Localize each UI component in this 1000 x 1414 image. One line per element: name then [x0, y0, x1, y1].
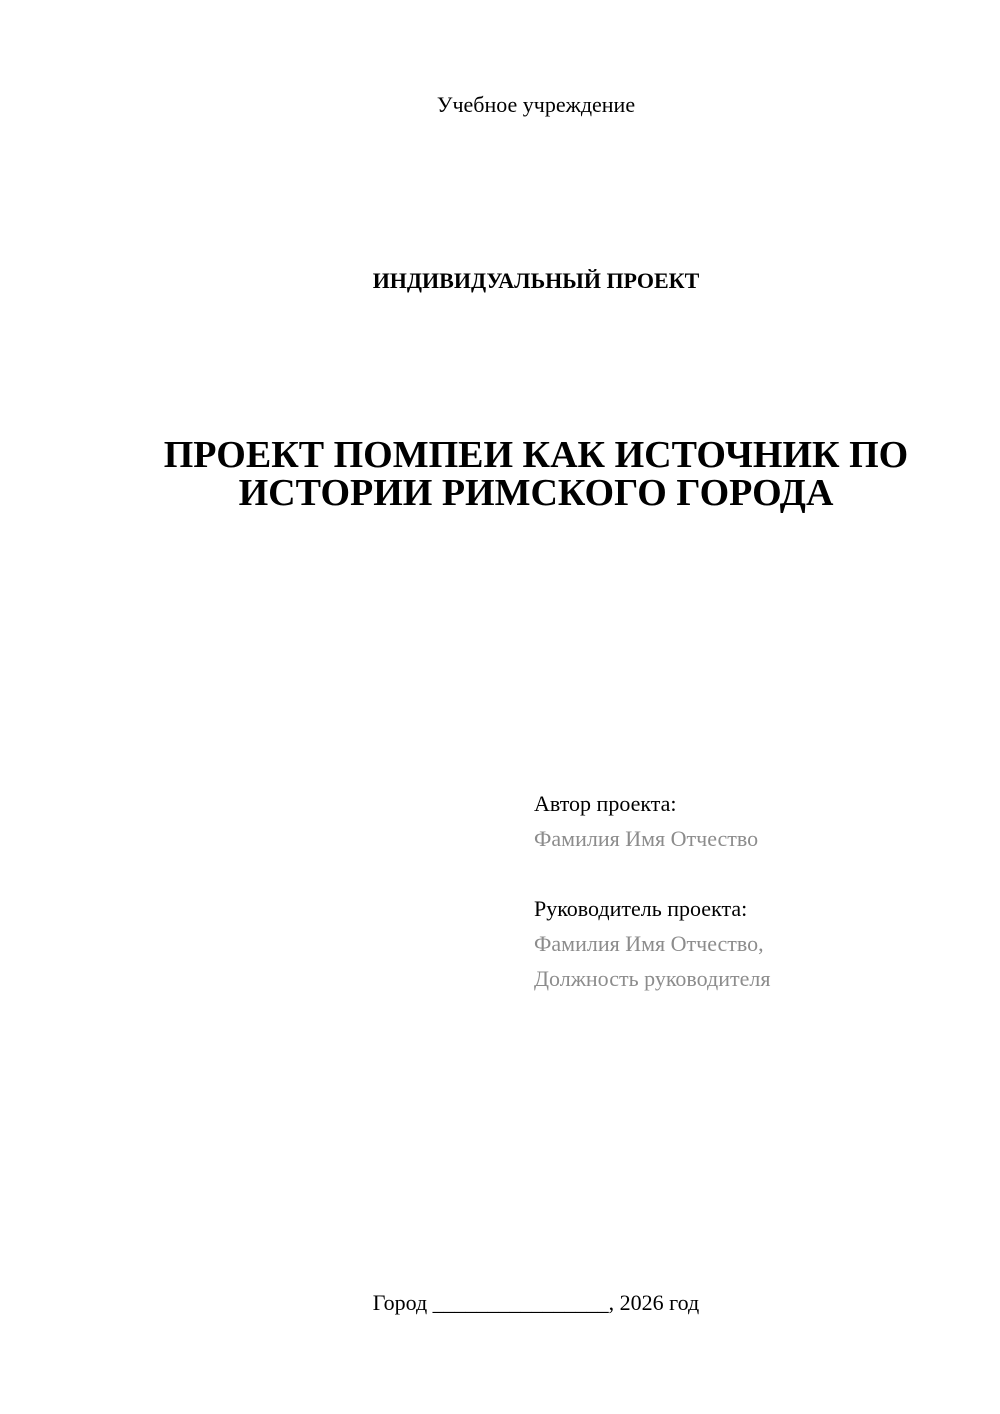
- project-title-line-1: ПРОЕКТ ПОМПЕИ КАК ИСТОЧНИК ПО: [163, 434, 909, 476]
- author-block: [534, 786, 974, 856]
- supervisor-position: Должность руководителя: [534, 966, 771, 991]
- project-title-line-2: ИСТОРИИ РИМСКОГО ГОРОДА: [238, 472, 834, 514]
- supervisor-label: Руководитель проекта:: [534, 896, 748, 921]
- supervisor-name: Фамилия Имя Отчество,: [534, 931, 764, 956]
- project-title: [0, 436, 1000, 512]
- project-type: ИНДИВИДУАЛЬНЫЙ ПРОЕКТ: [372, 268, 700, 293]
- author-label: Автор проекта:: [534, 791, 677, 816]
- institution-name: Учебное учреждение: [436, 92, 636, 117]
- city-year-line: Город ________________, 2026 год: [372, 1290, 700, 1315]
- supervisor-block: [534, 891, 974, 996]
- author-name: Фамилия Имя Отчество: [534, 826, 759, 851]
